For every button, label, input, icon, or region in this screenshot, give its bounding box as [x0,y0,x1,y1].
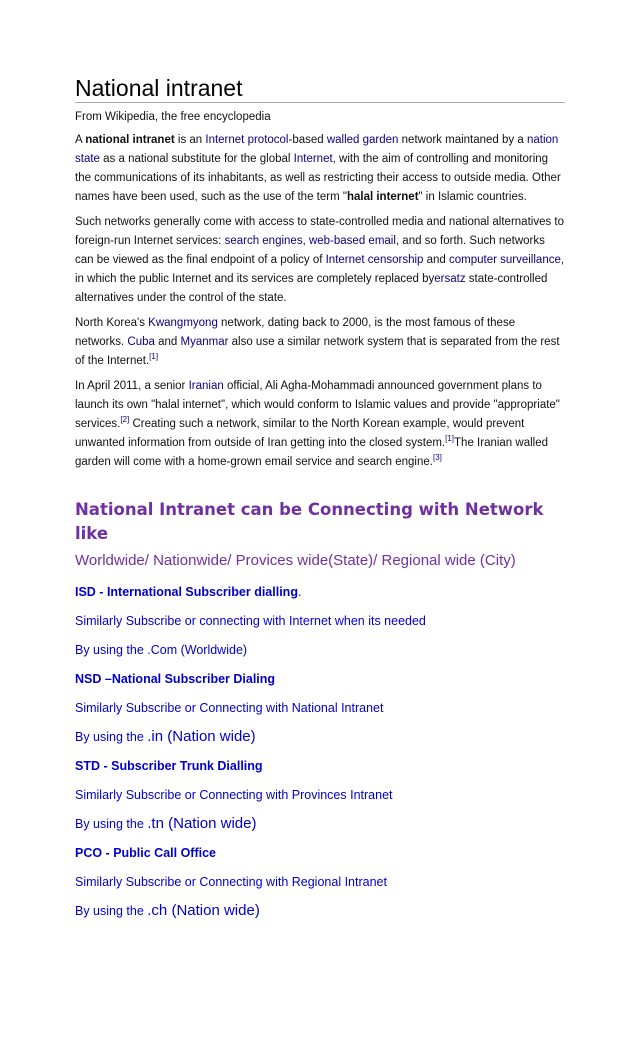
link-search-engines[interactable]: search engines [224,235,303,247]
citation-3[interactable]: [3] [432,453,442,463]
text: A [75,134,86,146]
text: , and so forth. Such networks can be viewed as the final endpoint of a policy of [75,235,545,266]
text: network maintaned by a [398,134,527,146]
article [75,74,565,920]
domain-text: .in (Nation wide) [147,728,256,745]
link-web-based-email[interactable]: web-based email [308,235,396,247]
link-nation-state[interactable]: nation state [75,134,559,165]
text: By using the [75,817,148,831]
nsd-heading: NSD –National Subscriber Dialing [75,672,276,686]
isd-label: ISD - International Subscriber dialling [75,585,298,599]
link-ersatz[interactable]: ersatz [434,273,466,285]
link-internet-censorship[interactable]: Internet censorship [325,254,424,266]
citation-1[interactable]: [1] [149,352,159,362]
std-heading: STD - Subscriber Trunk Dialling [75,759,263,773]
text: The Iranian walled garden will come with a home-grown email service and search engine. [75,437,549,468]
text: " in Islamic countries. [418,191,527,203]
bold-term: national intranet [85,134,175,146]
paragraph-services [75,213,565,308]
citation-2[interactable]: [2] [120,415,130,425]
text: Such networks generally come with access to state-controlled media and national alternatives to foreign-run Internet services: [75,216,565,247]
section-subheading: Worldwide/ Nationwide/ Provices wide(State)/ Regional wide (City) [75,552,516,569]
text: state-controlled alternatives under the control of the state. [75,273,548,304]
link-walled-garden[interactable]: walled garden [326,134,399,146]
pco-description: Similarly Subscribe or Connecting with Regional Intranet [75,875,387,889]
pco-heading: PCO - Public Call Office [75,846,216,860]
domain-text: .ch (Nation wide) [147,902,260,919]
text: , [302,235,309,247]
text: North Korea's [75,317,149,329]
paragraph-intro [75,131,565,207]
text: , with the aim of controlling and monitoring the communications of its inhabitants, as well as restricting their access to outside media. Other names have been used, such as the use of the term " [75,153,561,203]
link-internet[interactable]: Internet [293,153,333,165]
nsd-description: Similarly Subscribe or Connecting with National Intranet [75,701,384,715]
text: -based [288,134,327,146]
link-cuba[interactable]: Cuba [127,336,155,348]
text: is an [174,134,206,146]
isd-domain: By using the .Com (Worldwide) [75,643,248,657]
isd-heading [75,583,565,601]
isd-description: Similarly Subscribe or connecting with Internet when its needed [75,614,426,628]
link-kwangmyong[interactable]: Kwangmyong [148,317,218,329]
std-description: Similarly Subscribe or Connecting with Provinces Intranet [75,788,393,802]
text: and [423,254,449,266]
text: also use a similar network system that is separated from the rest of the Internet. [75,336,560,367]
text: By using the [75,904,148,918]
link-internet-protocol[interactable]: Internet protocol [205,134,289,146]
link-iranian[interactable]: Iranian [188,380,224,392]
text: network, dating back to 2000, is the most famous of these networks. [75,317,516,348]
text: . [297,585,302,599]
pco-domain [75,902,565,920]
link-myanmar[interactable]: Myanmar [180,336,229,348]
citation-1[interactable]: [1] [445,434,455,444]
text: as a national substitute for the global [99,153,294,165]
section-heading: National Intranet can be Connecting with Network like [75,500,544,543]
link-computer-surveillance[interactable]: computer surveillance [449,254,561,266]
text: and [154,336,181,348]
text: By using the [75,730,148,744]
paragraph-north-korea [75,314,565,371]
nsd-domain [75,728,565,746]
domain-text: .tn (Nation wide) [147,815,257,832]
page-title: National intranet [75,74,565,103]
text: Creating such a network, similar to the North Korean example, would prevent unwanted information from outside of Iran getting into the closed system. [75,418,525,449]
std-domain [75,815,565,833]
site-tagline: From Wikipedia, the free encyclopedia [75,111,271,123]
paragraph-iran [75,377,565,472]
text: official, Ali Agha-Mohammadi announced government plans to launch its own "halal internet", which would conform to Islamic values and provide "appropriate" services. [75,380,560,430]
bold-term: halal internet [346,191,419,203]
text: , in which the public Internet and its services are completely replaced by [75,254,565,285]
text: In April 2011, a senior [75,380,189,392]
